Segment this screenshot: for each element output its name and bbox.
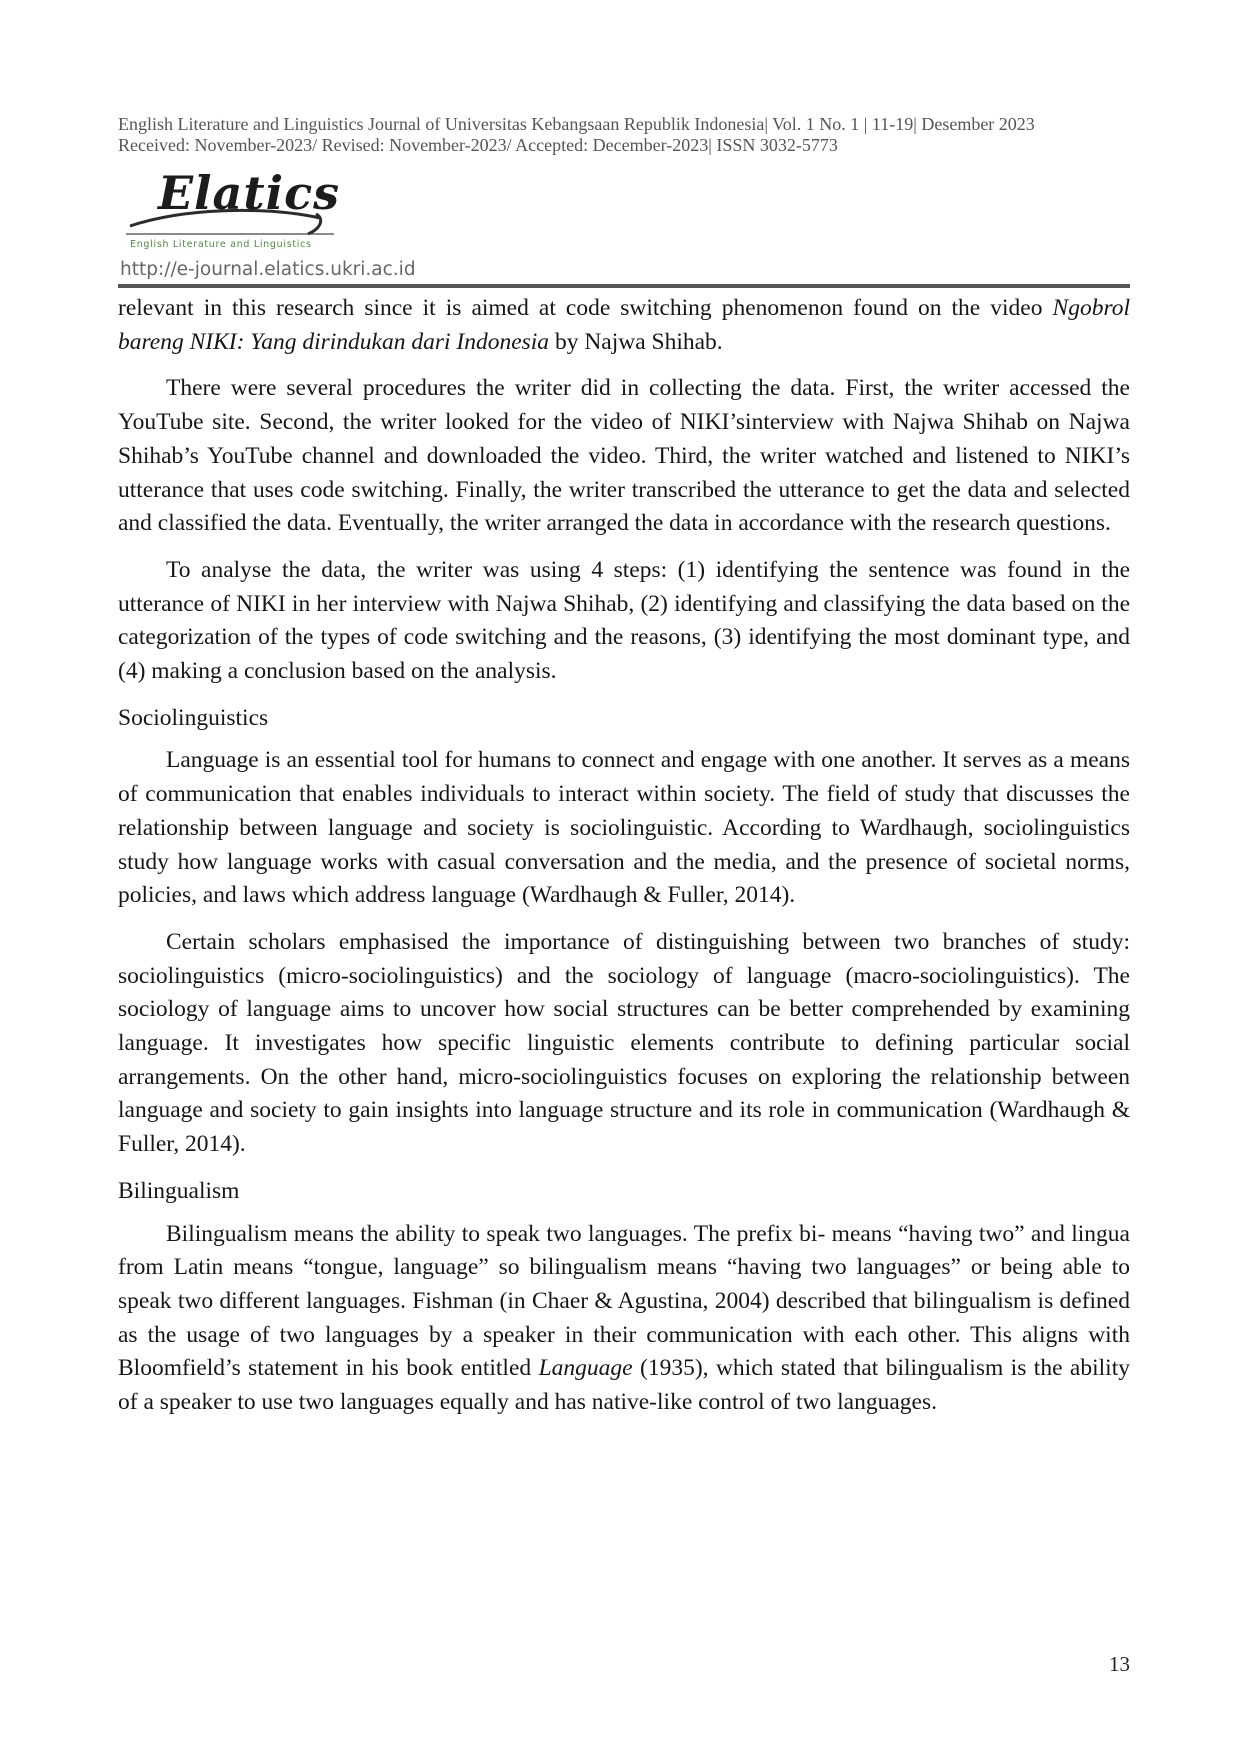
submission-dates-line: Received: November-2023/ Revised: November-2023/ Accepted: December-2023| ISSN 3032-5773 — [118, 135, 838, 155]
logo-wordmark: Elatics — [158, 166, 340, 220]
paragraph-text: relevant in this research since it is aimed at code switching phenomenon found on the video — [118, 295, 1043, 321]
paragraph-sociolinguistics-definition: Language is an essential tool for humans to connect and engage with one another. It serves as a means of communication that enables individuals to interact within society. The field of study that discusses the relationship between language and society is sociolinguistic. According to Wardhaugh, sociolinguistics study how language works with casual conversation and the media, and the presence of societal norms, policies, and laws which address language (Wardhaugh & Fuller, 2014). — [118, 747, 1130, 909]
paragraph-text: Bilingualism means the ability to speak two languages. The prefix bi- means “having two” and lingua from Latin means “tongue, language” so bilingualism means “having two languages” or being able to speak two different languages. Fishman (in Chaer & Agustina, 2004) described that bilingualism is defined as the usage of two languages by a speaker in their communication with each other. This aligns with Bloomfield’s statement in his book entitled — [118, 1220, 1130, 1382]
paragraph-tail: by Najwa Shihab. — [549, 328, 723, 355]
paragraph-tail: (1935), which stated that bilingualism is the ability of a speaker to use two languages equally and has native-like control of two languages. — [118, 1355, 1130, 1416]
page-number: 13 — [1109, 1652, 1130, 1676]
journal-url: http://e-journal.elatics.ukri.ac.id — [120, 259, 416, 280]
video-title: Ngobrol bareng NIKI: Yang dirindukan dari Indonesia — [118, 295, 1131, 355]
running-header — [118, 114, 1128, 156]
logo-subtitle: English Literature and Linguistics — [130, 239, 312, 250]
paragraph-sociolinguistics-branches: Certain scholars emphasised the importance of distinguishing between two branches of study: sociolinguistics (micro-sociolinguistics) and the sociology of language (macro-sociolinguistics). The sociology of language aims to uncover how social structures can be better comprehended by examining language. It investigates how specific linguistic elements contribute to defining particular social arrangements. On the other hand, micro-sociolinguistics focuses on exploring the relationship between language and society to gain insights into language structure and its role in communication (Wardhaugh & Fuller, 2014). — [118, 928, 1130, 1158]
book-title: Language — [538, 1355, 633, 1382]
paragraph-bilingualism — [118, 1218, 1130, 1420]
header-divider — [118, 284, 1130, 288]
section-heading-sociolinguistics: Sociolinguistics — [118, 704, 269, 731]
article-body — [118, 292, 1130, 1433]
paragraph-data-collection: There were several procedures the writer did in collecting the data. First, the writer accessed the YouTube site. Second, the writer looked for the video of NIKI’sinterview with Najwa Shihab on Najwa Shihab’s YouTube channel and downloaded the video. Third, the writer watched and listened to NIKI’s utterance that uses code switching. Finally, the writer transcribed the utterance to get the data and selected and classified the data. Eventually, the writer arranged the data in accordance with the research questions. — [118, 375, 1130, 537]
journal-info-line: English Literature and Linguistics Journal of Universitas Kebangsaan Republik Indonesia| Vol. 1 No. 1 | 11-19| Desember 2023 — [118, 114, 1035, 134]
paragraph-data-analysis: To analyse the data, the writer was using 4 steps: (1) identifying the sentence was found in the utterance of NIKI in her interview with Najwa Shihab, (2) identifying and classifying the data based on the categorization of the types of code switching and the reasons, (3) identifying the most dominant type, and (4) making a conclusion based on the analysis. — [118, 556, 1130, 685]
elatics-logo — [124, 168, 346, 254]
paragraph-continued — [118, 292, 1130, 359]
section-heading-bilingualism: Bilingualism — [118, 1177, 240, 1204]
